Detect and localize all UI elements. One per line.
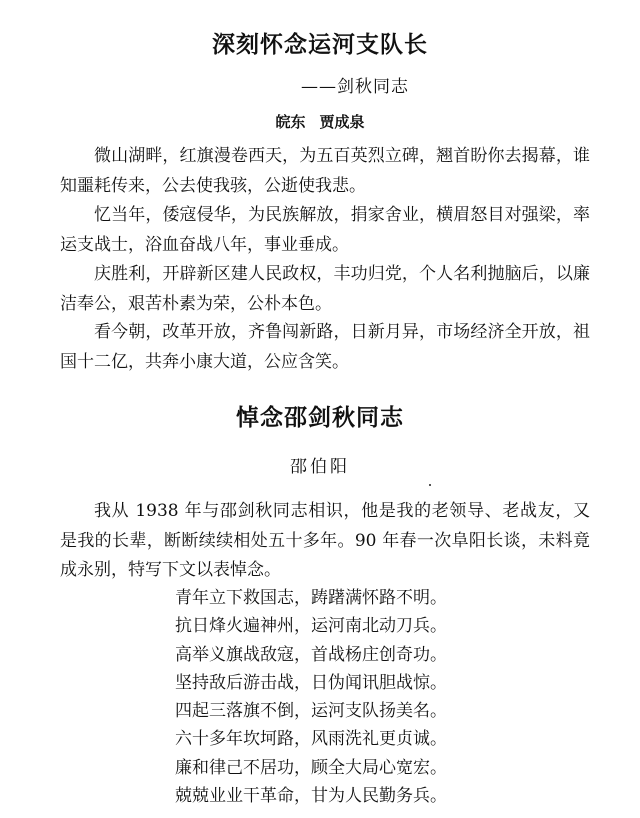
- print-speck: [429, 484, 431, 486]
- poem-line: 高举义旗战敌寇，首战杨庄创奇功。: [175, 644, 447, 665]
- poem-line: 青年立下救国志，踌躇满怀路不明。: [175, 588, 447, 608]
- poem-line: 坚持敌后游击战，日伪闻讯胆战惊。: [175, 672, 447, 693]
- author-name: 贾成泉: [319, 113, 365, 131]
- poem-line: 六十多年坎坷路，风雨洗礼更贞诚。: [175, 729, 447, 750]
- poem: [175, 584, 447, 810]
- article-title-2: 悼念邵剑秋同志: [236, 405, 404, 431]
- body-paragraph: 看今朝，改革开放，齐鲁闯新路，日新月异，市场经济全开放，祖国十二亿，共奔小康大道，公应含笑。: [60, 322, 590, 372]
- poem-line: 廉和律己不居功，顾全大局心宽宏。: [175, 757, 447, 778]
- intro-paragraph: 我从 1938 年与邵剑秋同志相识，他是我的老领导、老战友，又是我的长辈，断断续续相处五十多年。90 年春一次阜阳长谈，未料竟成永别，特写下文以表悼念。: [60, 501, 590, 580]
- article-author-2: 邵伯阳: [290, 457, 350, 477]
- body-paragraph: 微山湖畔，红旗漫卷西天，为五百英烈立碑，翘首盼你去揭幕，谁知噩耗传来，公去使我骇，公逝使我悲。: [60, 146, 590, 196]
- body-paragraph: 庆胜利，开辟新区建人民政权，丰功归党，个人名利抛脑后，以廉洁奉公，艰苦朴素为荣，公朴本色。: [60, 264, 590, 314]
- article-subtitle: ——剑秋同志: [301, 77, 409, 97]
- poem-line: 四起三落旗不倒，运河支队扬美名。: [175, 701, 447, 722]
- body-paragraph: 忆当年，倭寇侵华，为民族解放，捐家舍业，横眉怒目对强梁，率运支战士，浴血奋战八年，事业垂成。: [60, 205, 590, 255]
- poem-line: 兢兢业业干革命，甘为人民勤务兵。: [175, 786, 447, 807]
- author-place: 皖东: [275, 113, 306, 131]
- poem-line: 抗日烽火遍神州，运河南北动刀兵。: [175, 616, 447, 637]
- article-title: 深刻怀念运河支队长: [212, 32, 428, 58]
- article-author: [0, 111, 640, 132]
